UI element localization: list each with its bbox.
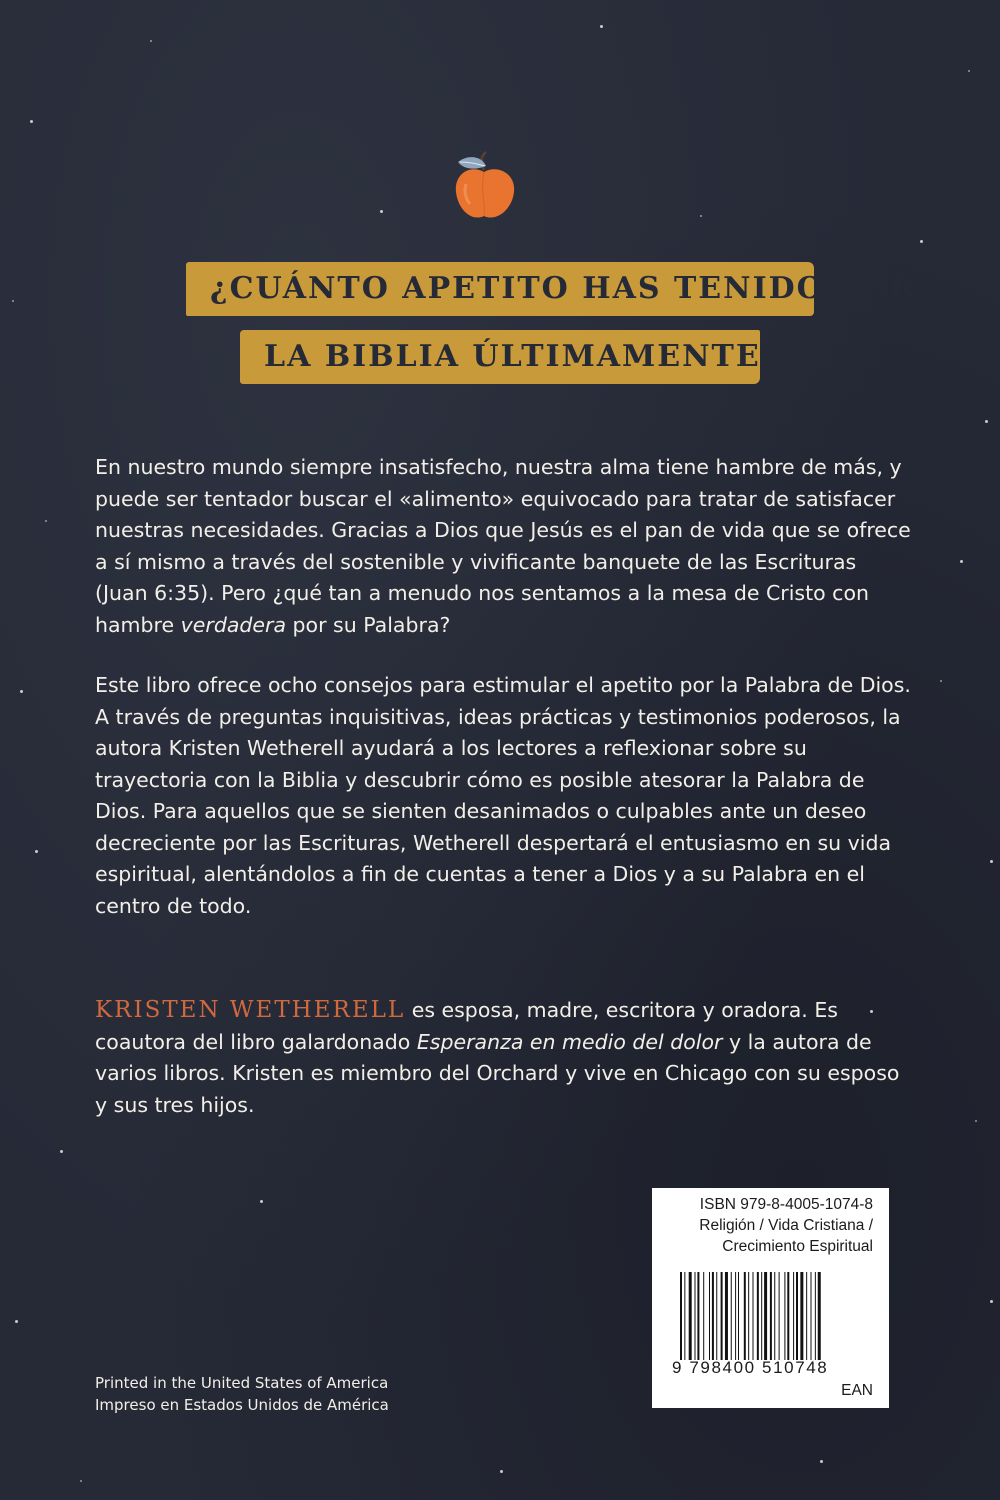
author-bio-text-end: y la autora de varios libros. Kristen es miembro del Orchard y vive en Chicago con su esposo y sus tres hijos. xyxy=(95,1029,900,1117)
star xyxy=(12,300,14,302)
star xyxy=(960,560,963,563)
star xyxy=(15,1320,18,1323)
description-paragraph-2: Este libro ofrece ocho consejos para estimular el apetito por la Palabra de Dios. A través de preguntas inquisitivas, ideas prácticas y testimonios poderosos, la autora Kristen Wetherell ayudará a los lectores a reflexionar sobre su trayectoria con la Biblia y descubrir cómo es posible atesorar la Palabra de Dios. Para aquellos que se sienten desanimados o culpables ante un deseo decreciente por las Escrituras, Wetherell despertará el entusiasmo en su vida espiritual, alentándolos a fin de cuentas a tener a Dios y a su Palabra en el centro de todo. xyxy=(95,673,911,918)
star xyxy=(975,1120,977,1122)
barcode-number: 9 798400 510748 xyxy=(672,1358,829,1377)
star xyxy=(35,850,38,853)
category-line-1: Religión / Vida Cristiana / xyxy=(699,1217,873,1234)
ean-label: EAN xyxy=(841,1382,873,1399)
star xyxy=(985,420,988,423)
star xyxy=(500,1470,503,1473)
star xyxy=(30,120,33,123)
star xyxy=(260,1200,263,1203)
star xyxy=(380,210,383,213)
star xyxy=(820,1460,823,1463)
isbn-number: ISBN 979-8-4005-1074-8 xyxy=(699,1196,873,1213)
headline-banner-line-2: LA BIBLIA ÚLTIMAMENTE? xyxy=(240,330,760,384)
apple-icon xyxy=(440,140,530,230)
star xyxy=(80,1480,82,1482)
star xyxy=(968,70,970,72)
printed-line-english: Printed in the United States of America xyxy=(95,1374,389,1392)
star xyxy=(940,680,942,682)
category-line-2: Crecimiento Espiritual xyxy=(722,1238,873,1255)
star xyxy=(60,1150,63,1153)
printed-notice xyxy=(95,1372,389,1416)
star xyxy=(20,690,23,693)
isbn-box xyxy=(652,1188,889,1408)
star xyxy=(600,25,603,28)
star xyxy=(990,860,993,863)
author-bio-text: es esposa, madre, escritora y oradora. Es coautora del libro galardonado xyxy=(95,998,838,1054)
star xyxy=(45,520,47,522)
author-book-title: Esperanza en medio del dolor xyxy=(416,1029,723,1054)
star xyxy=(150,40,152,42)
paragraph-1-emphasis: verdadera xyxy=(180,612,287,637)
description-paragraph-1 xyxy=(95,452,915,641)
paragraph-1-text: En nuestro mundo siempre insatisfecho, nuestra alma tiene hambre de más, y puede ser tentador buscar el «alimento» equivocado para tratar de satisfacer nuestras necesidades. Gracias a Dios que Jesús es el pan de vida que se ofrece a sí mismo a través del sostenible y vivificante banquete de las Escrituras (Juan 6:35). Pero ¿qué tan a menudo nos sentamos a la mesa de Cristo con hambre xyxy=(95,455,911,637)
star xyxy=(920,240,923,243)
barcode-icon xyxy=(680,1272,872,1360)
headline-banner-line-1: ¿CUÁNTO APETITO HAS TENIDO POR xyxy=(186,262,814,316)
star xyxy=(990,1300,993,1303)
printed-line-spanish: Impreso en Estados Unidos de América xyxy=(95,1396,389,1414)
author-name: KRISTEN WETHERELL xyxy=(95,997,406,1023)
paragraph-1-text-end: por su Palabra? xyxy=(286,612,451,637)
author-bio xyxy=(95,995,915,1121)
star xyxy=(700,215,702,217)
